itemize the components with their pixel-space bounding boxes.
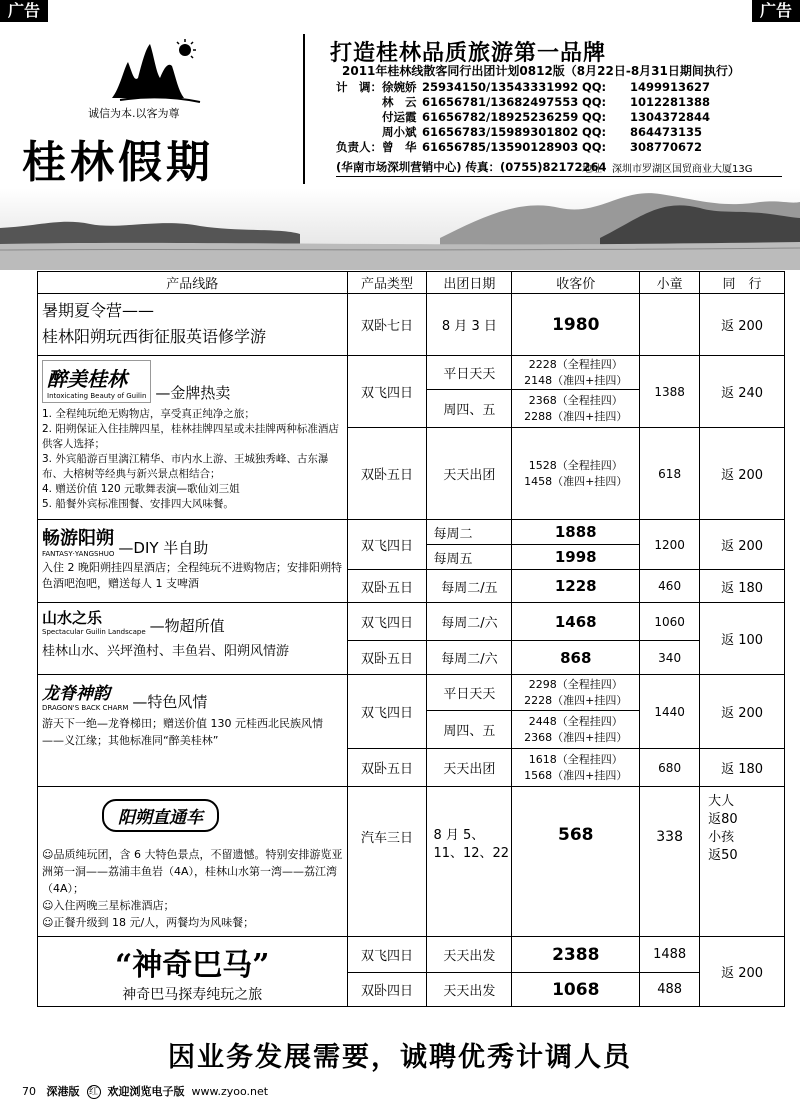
page-footer (22, 1083, 268, 1099)
table-row: “神奇巴马” 神奇巴马探寿纯玩之旅 双飞四日 天天出发 2388 1488 返 200 (38, 937, 785, 973)
table-row: 双卧五日 天天出团 1618（全程挂四） 1568（准四+挂四） 680 返 180 (38, 749, 785, 787)
page-number: 70 (22, 1085, 36, 1098)
product-diy: 畅游阳朔 FANTASY·YANGSHUO —DIY 半自助 入住 2 晚阳朔挂四星酒店；全程纯玩不进购物店；安排阳朔特色酒吧泡吧，赠送每人 1 支啤酒 (38, 520, 348, 603)
product-bama: “神奇巴马” 神奇巴马探寿纯玩之旅 (38, 937, 348, 1007)
contact-row: 周小斌 61656783/15989301802 QQ: 864473135 (382, 125, 703, 139)
product-zuimei: 醉美桂林 Intoxicating Beauty of Guilin —金牌热卖 1. 全程纯玩绝无购物店，享受真正纯净之旅； 2. 阳朔保证入住挂牌四星，桂林挂牌四星或未挂牌两种标准酒店供客人选择； 3. 外宾船游百里漓江精华、市内水上游、王城独秀峰、古东瀑布、大榕树等经典与新兴景点相结合； 4. 赠送价值 120 元歌舞表演—歌仙刘三姐 5. 船餐外宾标准围餐、安排四大风味餐。 (38, 356, 348, 520)
logo-small-text: 桂林假期 (138, 81, 175, 91)
browse-text: 欢迎浏览电子版 (107, 1085, 185, 1098)
zuimei-logo: 醉美桂林 Intoxicating Beauty of Guilin (42, 360, 151, 403)
table-row: 双卧五日 每周二/五 1228 460 返 180 (38, 570, 785, 603)
table-row: 醉美桂林 Intoxicating Beauty of Guilin —金牌热卖 1. 全程纯玩绝无购物店，享受真正纯净之旅； 2. 阳朔保证入住挂牌四星，桂林挂牌四星或未挂牌两种标准酒店供客人选择； 3. 外宾船游百里漓江精华、市内水上游、王城独秀峰、古东瀑布、大榕树等经典与新兴景点相结合； 4. 赠送价值 120 元歌舞表演—歌仙刘三姐 5. 船餐外宾标准围餐、安排四大风味餐。 双飞四日 平日天天 2228（全程挂四） 2148（准四+挂四） 1388 返 240 (38, 356, 785, 390)
header-divider (303, 34, 305, 184)
col-header: 产品线路 (38, 272, 348, 294)
contact-row: 负责人： 曾 华 61656785/13590128903 QQ: 308770672 (336, 140, 703, 154)
longji-logo: 龙脊神韵 DRAGON'S BACK CHARM (42, 684, 129, 712)
table-row: 山水之乐 Spectacular Guilin Landscape —物超所值 桂林山水、兴坪渔村、丰鱼岩、阳朔风情游 双飞四日 每周二/六 1468 1060 返 100 (38, 603, 785, 641)
subhead: 2011年桂林线散客同行出团计划0812版（8月22日-8月31日期间执行） (342, 64, 740, 78)
table-row: 周四、五 2368（全程挂四） 2288（准四+挂四） (38, 390, 785, 428)
mountain-sun-logo (110, 38, 210, 106)
table-row: 龙脊神韵 DRAGON'S BACK CHARM —特色风情 游天下一绝—龙脊梯田；赠送价值 130 元桂西北民族风情——义江缘；其他标准同“醉美桂林” 双飞四日 平日天天 2298（全程挂四） 2228（准四+挂四） 1440 返 200 (38, 675, 785, 711)
fax-line: (华南市场深圳营销中心) 传真：(0755)82172264 (336, 160, 607, 174)
landscape-banner (0, 188, 800, 270)
shanshui-logo: 山水之乐 Spectacular Guilin Landscape (42, 609, 146, 636)
table-header-row (38, 272, 785, 294)
col-header: 出团日期 (427, 272, 512, 294)
table-row: 每周五 1998 (38, 545, 785, 570)
circle-badge: 红 (87, 1085, 101, 1099)
slogan: 诚信为本.以客为尊 (88, 107, 180, 120)
product-shanshui: 山水之乐 Spectacular Guilin Landscape —物超所值 桂林山水、兴坪渔村、丰鱼岩、阳朔风情游 (38, 603, 348, 675)
table-row: 双卧五日 每周二/六 868 340 (38, 641, 785, 675)
col-header: 同 行 (700, 272, 785, 294)
edition: 深港版 (46, 1085, 80, 1098)
site-link[interactable]: www.zyoo.net (191, 1085, 269, 1098)
product-longji: 龙脊神韵 DRAGON'S BACK CHARM —特色风情 游天下一绝—龙脊梯田；赠送价值 130 元桂西北民族风情——义江缘；其他标准同“醉美桂林” (38, 675, 348, 787)
headline: 打造桂林品质旅游第一品牌 (330, 41, 607, 66)
diy-logo: 畅游阳朔 FANTASY·YANGSHUO (42, 528, 115, 558)
zhitongche-logo: 阳朔直通车 (102, 799, 219, 832)
contact-row: 付运霞 61656782/18925236259 QQ: 1304372844 (382, 110, 711, 124)
contact-row: 林 云 61656781/13682497553 QQ: 1012281388 (382, 95, 711, 109)
brand-title: 桂林假期 (22, 137, 214, 188)
ad-label-left: 广告 (0, 0, 48, 22)
table-row: 畅游阳朔 FANTASY·YANGSHUO —DIY 半自助 入住 2 晚阳朔挂四星酒店；全程纯玩不进购物店；安排阳朔特色酒吧泡吧，赠送每人 1 支啤酒 双飞四日 每周二 1888 1200 返 200 (38, 520, 785, 545)
product-zhitongche: 阳朔直通车 ☺品质纯玩团，含 6 大特色景点，不留遗憾。特别安排游览亚洲第一洞——荔浦丰鱼岩（4A），桂林山水第一湾——荔江湾（4A）； ☺入住两晚三星标准酒店； ☺正餐升级到 18 元/人，两餐均为风味餐； (38, 787, 348, 937)
table-row: 暑期夏令营—— 桂林阳朔玩西街征服英语修学游 双卧七日 8 月 3 日 1980 返 200 (38, 294, 785, 356)
tour-table (37, 271, 785, 1007)
ad-label-right: 广告 (752, 0, 800, 22)
col-header: 产品类型 (347, 272, 427, 294)
table-row: 双卧五日 天天出团 1528（全程挂四） 1458（准四+挂四） 618 返 200 (38, 428, 785, 520)
col-header: 收客价 (512, 272, 640, 294)
header-rule (336, 176, 782, 177)
product-summer: 暑期夏令营—— 桂林阳朔玩西街征服英语修学游 (38, 294, 348, 356)
recruit-banner: 因业务发展需要，诚聘优秀计调人员 (168, 1042, 632, 1073)
address: 地址：深圳市罗湖区国贸商业大厦13G (582, 164, 753, 175)
table-row: 周四、五 2448（全程挂四） 2368（准四+挂四） (38, 711, 785, 749)
contact-row: 计 调： 徐婉娇 25934150/13543331992 QQ: 1499913627 (336, 80, 711, 94)
table-row: 阳朔直通车 ☺品质纯玩团，含 6 大特色景点，不留遗憾。特别安排游览亚洲第一洞——荔浦丰鱼岩（4A），桂林山水第一湾——荔江湾（4A）； ☺入住两晚三星标准酒店； ☺正餐升级到 18 元/人，两餐均为风味餐； 汽车三日 8 月 5、11、12、22 568 338 大人 返80 小孩 返50 (38, 787, 785, 937)
contact-list (336, 80, 710, 155)
table-row: 双卧四日 天天出发 1068 488 (38, 973, 785, 1007)
col-header: 小童 (640, 272, 700, 294)
